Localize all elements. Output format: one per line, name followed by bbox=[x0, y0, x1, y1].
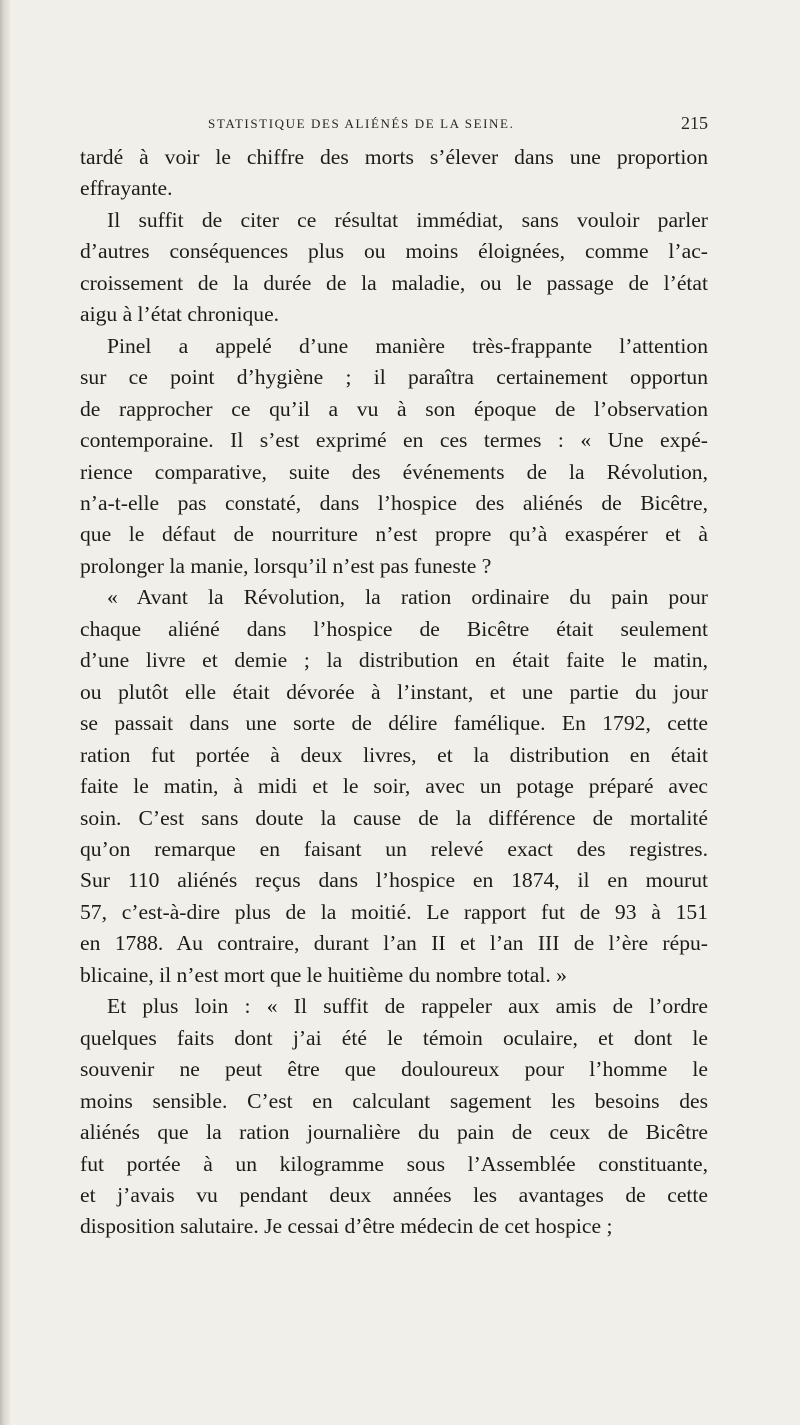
text-line: et j’avais vu pendant deux années les avantages de cette bbox=[80, 1182, 708, 1207]
text-line: de rapprocher ce qu’il a vu à son époque de l’observation bbox=[80, 396, 708, 421]
text-line: en 1788. Au contraire, durant l’an II et l’an III de l’ère répu- bbox=[80, 931, 708, 956]
text-line: n’a-t-elle pas constaté, dans l’hospice des aliénés de Bicêtre, bbox=[80, 490, 708, 515]
text-line: aigu à l’état chronique. bbox=[80, 302, 280, 327]
text-line: 57, c’est-à-dire plus de la moitié. Le rapport fut de 93 à 151 bbox=[80, 899, 708, 924]
text-line: prolonger la manie, lorsqu’il n’est pas funeste ? bbox=[80, 553, 492, 578]
text-line: quelques faits dont j’ai été le témoin oculaire, et dont le bbox=[80, 1025, 708, 1050]
running-title: STATISTIQUE DES ALIÉNÉS DE LA SEINE. bbox=[208, 116, 515, 131]
paragraph bbox=[80, 582, 708, 991]
text-line: Sur 110 aliénés reçus dans l’hospice en 1874, il en mourut bbox=[80, 868, 708, 893]
text-line: ou plutôt elle était dévorée à l’instant, et une partie du jour bbox=[80, 679, 708, 704]
running-head bbox=[80, 113, 708, 138]
text-line: soin. C’est sans doute la cause de la différence de mortalité bbox=[80, 805, 708, 830]
text-line: Pinel a appelé d’une manière très-frappante l’attention bbox=[107, 333, 708, 358]
text-line: contemporaine. Il s’est exprimé en ces termes : « Une expé- bbox=[80, 428, 708, 453]
text-line: Il suffit de citer ce résultat immédiat, sans vouloir parler bbox=[107, 207, 708, 232]
text-line: tardé à voir le chiffre des morts s’élever dans une proportion bbox=[80, 145, 708, 169]
text-line: Et plus loin : « Il suffit de rappeler aux amis de l’ordre bbox=[107, 994, 708, 1019]
text-line: se passait dans une sorte de délire famélique. En 1792, cette bbox=[80, 711, 708, 736]
paragraph bbox=[80, 331, 708, 583]
text-line: effrayante. bbox=[80, 176, 173, 201]
text-line: que le défaut de nourriture n’est propre qu’à exaspérer et à bbox=[80, 522, 708, 547]
page-binding-edge bbox=[0, 0, 10, 1425]
paragraph bbox=[80, 142, 708, 205]
text-line: aliénés que la ration journalière du pain de ceux de Bicêtre bbox=[80, 1120, 708, 1145]
text-line: ration fut portée à deux livres, et la distribution en était bbox=[80, 742, 708, 767]
text-line: souvenir ne peut être que douloureux pour l’homme le bbox=[80, 1057, 708, 1082]
text-line: disposition salutaire. Je cessai d’être médecin de cet hospice ; bbox=[80, 1214, 613, 1239]
page-number: 215 bbox=[681, 113, 708, 133]
paragraph bbox=[80, 205, 708, 331]
text-line: rience comparative, suite des événements de la Révolution, bbox=[80, 459, 708, 484]
text-line: d’autres conséquences plus ou moins éloignées, comme l’ac- bbox=[80, 239, 708, 264]
text-line: blicaine, il n’est mort que le huitième du nombre total. » bbox=[80, 962, 567, 987]
text-line: sur ce point d’hygiène ; il paraîtra certainement opportun bbox=[80, 365, 708, 390]
text-line: d’une livre et demie ; la distribution en était faite le matin, bbox=[80, 648, 708, 673]
text-line: faite le matin, à midi et le soir, avec un potage préparé avec bbox=[80, 774, 708, 799]
text-line: « Avant la Révolution, la ration ordinaire du pain pour bbox=[107, 585, 708, 610]
text-line: croissement de la durée de la maladie, ou le passage de l’état bbox=[80, 270, 708, 295]
book-page bbox=[80, 113, 708, 1243]
text-line: moins sensible. C’est en calculant sagement les besoins des bbox=[80, 1088, 708, 1113]
body-text bbox=[80, 142, 708, 1243]
text-line: fut portée à un kilogramme sous l’Assemblée constituante, bbox=[80, 1151, 708, 1176]
paragraph bbox=[80, 991, 708, 1243]
text-line: chaque aliéné dans l’hospice de Bicêtre était seulement bbox=[80, 616, 708, 641]
text-line: qu’on remarque en faisant un relevé exact des registres. bbox=[80, 836, 708, 861]
